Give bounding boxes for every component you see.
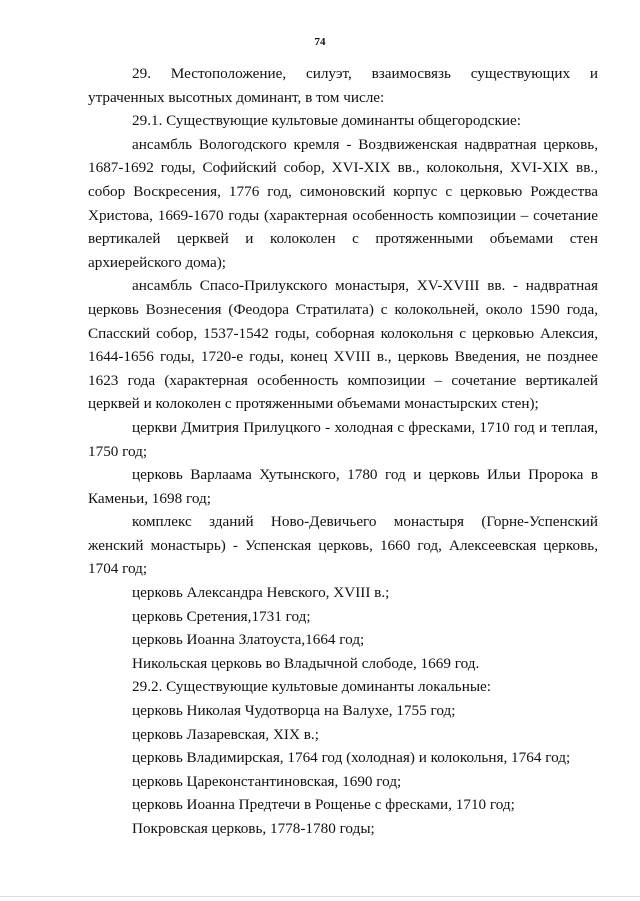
paragraph [88,652,598,676]
text-line: 1644-1656 годы, 1720-е годы, конец XVIII в., церковь Введения, не позднее [88,348,598,366]
paragraph [88,746,598,770]
text-line: 1623 года (характерная особенность композиции – сочетание вертикалей [88,371,598,389]
text-line: церковь Александра Невского, XVIII в.; [132,584,390,602]
text-line: церковь Вознесения (Феодора Стратилата) с колокольней, около 1590 года, [88,300,598,318]
text-line: церковь Варлаама Хутынского, 1780 год и церковь Ильи Пророка в [132,466,598,484]
paragraph [88,581,598,605]
text-line: ансамбль Спасо-Прилукского монастыря, XV-XVIII вв. - надвратная [132,277,598,295]
paragraph [88,510,598,581]
page-number: 74 [314,36,326,48]
scan-edge-divider [0,896,640,897]
text-line: 29. Местоположение, силуэт, взаимосвязь существующих и [132,65,598,82]
text-line: церкви Дмитрия Прилуцкого - холодная с фресками, 1710 год и теплая, [132,418,598,436]
paragraph [88,416,598,463]
text-line: Никольская церковь во Владычной слободе, 1669 год. [132,654,480,672]
text-line: женский монастырь) - Успенская церковь, 1660 год, Алексеевская церковь, [88,536,598,554]
paragraph [88,628,598,652]
text-line: церковь Николая Чудотворца на Валухе, 1755 год; [132,702,456,720]
document-body [88,62,598,841]
text-line: вертикалей церквей и колоколен с протяженными объемами стен [88,230,598,248]
text-line: Покровская церковь, 1778-1780 годы; [132,820,375,837]
text-line: церквей и колоколен с протяженными объемами монастырских стен); [88,395,539,413]
text-line: 29.2. Существующие культовые доминанты локальные: [132,678,492,696]
text-line: 1704 год; [88,560,148,578]
text-line: церковь Цареконстантиновская, 1690 год; [132,772,402,790]
text-line: церковь Сретения,1731 год; [132,607,311,625]
paragraph [88,699,598,723]
text-line: ансамбль Вологодского кремля - Воздвиженская надвратная церковь, [132,135,598,153]
paragraph [88,793,598,817]
text-line: Христова, 1669-1670 годы (характерная особенность композиции – сочетание [88,206,598,224]
paragraph [88,817,598,841]
text-line: 1687-1692 годы, Софийский собор, XVI-XIX вв., колокольня, XVI-XIX вв., [88,159,598,177]
paragraph [88,770,598,794]
text-line: церковь Лазаревская, XIX в.; [132,725,319,743]
paragraph [88,463,598,510]
text-line: Каменьи, 1698 год; [88,489,211,507]
paragraph [88,109,598,133]
text-line: церковь Иоанна Предтечи в Рощенье с фресками, 1710 год; [132,796,515,814]
text-line: комплекс зданий Ново-Девичьего монастыря (Горне-Успенский [132,513,598,531]
text-line: церковь Иоанна Златоуста,1664 год; [132,631,365,649]
paragraph [88,605,598,629]
text-line: Спасский собор, 1537-1542 годы, соборная колокольня с церковью Алексия, [88,324,598,342]
text-line: 29.1. Существующие культовые доминанты общегородские: [132,112,521,130]
paragraph [88,675,598,699]
paragraph [88,723,598,747]
text-line: утраченных высотных доминант, в том числе: [88,88,385,106]
text-line: архиерейского дома); [88,253,226,271]
text-line: церковь Владимирская, 1764 год (холодная) и колокольня, 1764 год; [132,749,571,767]
text-line: 1750 год; [88,442,148,460]
text-line: собор Воскресения, 1776 год, симоновский корпус с церковью Рождества [88,182,598,200]
paragraph [88,133,598,275]
paragraph [88,62,598,109]
paragraph [88,274,598,416]
